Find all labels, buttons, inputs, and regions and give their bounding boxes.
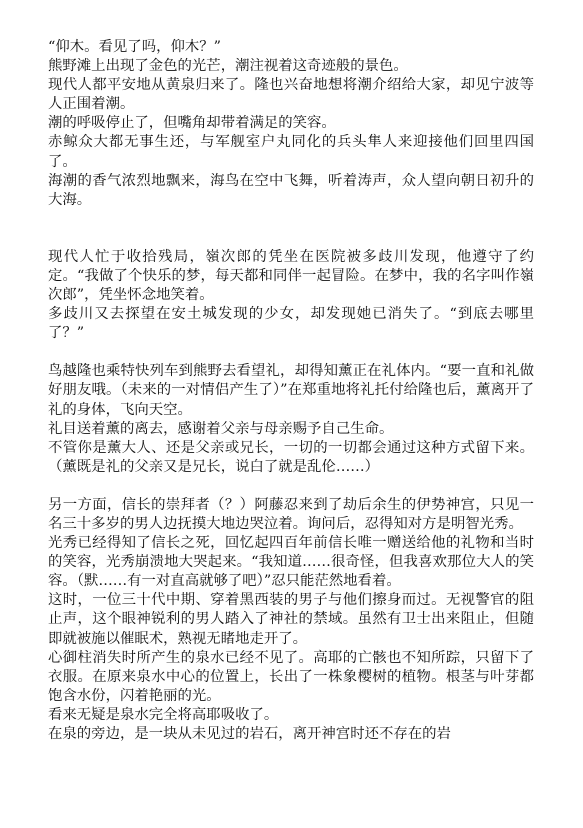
paragraph: 心御柱消失时所产生的泉水已经不见了。高耶的亡骸也不知所踪，只留下了衣服。在原来泉水中心的位置上，长出了一株象樱树的植物。根茎与叶芽都饱含水份，闪着艳丽的光。 [48, 649, 534, 704]
paragraph: 海潮的香气浓烈地飘来，海鸟在空中飞舞，听着涛声，众人望向朝日初升的大海。 [48, 172, 534, 208]
paragraph: 潮的呼吸停止了，但嘴角却带着满足的笑容。 [48, 115, 336, 132]
paragraph: 赤鲸众大都无事生还，与军舰室户丸同化的兵头隼人来迎接他们回里四国了。 [48, 134, 534, 170]
paragraph: 现代人都平安地从黄泉归来了。隆也兴奋地想将潮介绍给大家，却见宁波等人正围着潮。 [48, 77, 534, 113]
paragraph: 光秀已经得知了信长之死，回忆起四百年前信长唯一赠送给他的礼物和当时的笑容，光秀崩溃地大哭起来。“我知道……很奇怪，但我喜欢那位大人的笑容。（默……有一对直高就够了吧）”忍只能茫然地看着。 [48, 535, 534, 590]
paragraph: 这时，一位三十代中期、穿着黑西装的男子与他们擦身而过。无视警官的阻止声，这个眼神锐利的男人踏入了神社的禁域。虽然有卫士出来阻止，但随即就被施以催眠术，熟视无睹地走开了。 [48, 592, 534, 647]
section-gap [48, 343, 534, 362]
paragraph: 看来无疑是泉水完全将高耶吸收了。 [48, 706, 279, 723]
paragraph: 鸟越隆也乘特快列车到熊野去看望礼，却得知薰正在礼体内。“要一直和礼做好朋友哦。（未来的一对情侣产生了）”在郑重地将礼托付给隆也后，薰离开了礼的身体，飞向天空。 [48, 363, 534, 418]
paragraph: 另一方面，信长的崇拜者（？）阿藤忍来到了劫后余生的伊势神宫，只见一名三十多岁的男人边抚摸大地边哭泣着。询问后，忍得知对方是明智光秀。 [48, 496, 534, 532]
paragraph: 在泉的旁边，是一块从未见过的岩石，离开神宫时还不存在的岩 [48, 726, 451, 742]
section-gap [48, 210, 534, 248]
paragraph: 礼目送着薰的离去，感谢着父亲与母亲赐予自己生命。 [48, 420, 394, 437]
paragraph: “仰木。看见了吗，仰木？” [48, 39, 222, 55]
paragraph: 多歧川又去探望在安土城发现的少女，却发现她已消失了。“到底去哪里了？” [48, 306, 534, 342]
paragraph: 现代人忙于收拾残局，嶺次郎的凭坐在医院被多歧川发现，他遵守了约定。“我做了个快乐的梦，每天都和同伴一起冒险。在梦中，我的名字叫作嶺次郎”，凭坐怀念地笑着。 [48, 248, 534, 304]
paragraph: 不管你是薰大人、还是父亲或兄长，一切的一切都会通过这种方式留下来。（薰既是礼的父亲又是兄长，说白了就是乱伦……） [48, 439, 534, 475]
paragraph: 熊野滩上出现了金色的光芒，潮注视着这奇迹般的景色。 [48, 58, 408, 75]
section-gap [48, 477, 534, 496]
document-page [48, 38, 534, 744]
